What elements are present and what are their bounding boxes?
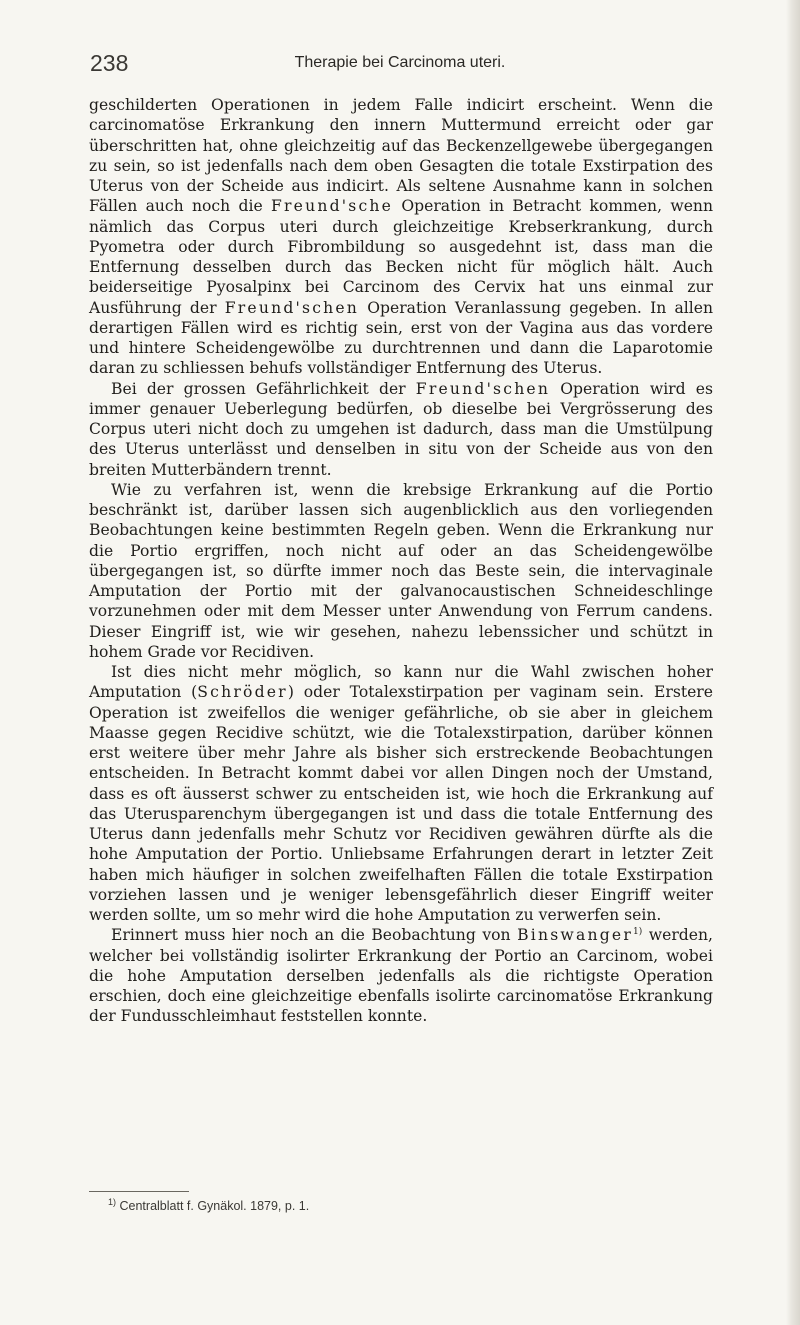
paragraph-text: geschilderten Operationen in jedem Falle indicirt erscheint. Wenn die carcinomatöse Erkrankung den innern Muttermund erreicht oder gar überschritten hat, ohne gleichzeitig auf das Beckenzellgewebe übergegangen zu sein, so ist jedenfalls nach dem oben Gesagten die totale Exstirpation des Uterus von der Scheide aus indicirt. Als seltene Ausnahme kann in solchen Fällen auch noch die xyxy=(89,96,713,216)
paragraph-4 xyxy=(89,662,713,925)
author-name: Freund'sche xyxy=(270,197,394,216)
paragraph-text: ) oder Totalexstirpation per vaginam sein. Erstere Operation ist zweifellos die weniger gefährliche, ob sie aber in gleichem Maasse gegen Recidive schützt, wie die Totalexstirpation, darüber können erst weitere über mehr Jahre als bisher sich erstreckende Beobachtungen entscheiden. In Betracht kommt dabei vor allen Dingen noch der Umstand, dass es oft äusserst schwer zu entscheiden ist, wie hoch die Erkrankung auf das Uterusparenchym übergegangen ist und dass die totale Entfernung des Uterus dann jedenfalls mehr Schutz vor Recidiven gewähren dürfte als die hohe Amputation der Portio. Unliebsame Erfahrungen derart in letzter Zeit haben mich häufiger in solchen zweifelhaften Fällen die totale Exstirpation vorziehen lassen und je weniger lebensgefährlich dieser Eingriff weiter werden sollte, um so mehr wird die hohe Amputation zu verwerfen sein. xyxy=(89,683,713,924)
page-number: 238 xyxy=(90,50,129,76)
footnote xyxy=(108,1196,310,1213)
author-name: Freund'schen xyxy=(415,379,551,398)
footnote-text: Centralblatt f. Gynäkol. 1879, p. 1. xyxy=(119,1199,310,1213)
paragraph-text: werden, welcher bei vollständig isolirter Erkrankung der Portio an Carcinom, wobei die hohe Amputation derselben jedenfalls als die richtigste Operation erschien, doch eine gleichzeitige ebenfalls isolirte carcinomatöse Erkrankung der Fundusschleimhaut feststellen konnte. xyxy=(89,926,714,1026)
paragraph-3 xyxy=(89,480,713,662)
paragraph-text: Ist dies nicht mehr möglich, so kann nur die Wahl zwischen hoher Amputation ( xyxy=(89,663,713,702)
paragraph-text: Erinnert muss hier noch an die Beobachtung von xyxy=(111,926,518,945)
body-text xyxy=(89,95,713,1027)
author-name: Freund'schen xyxy=(224,298,360,317)
paragraph-text: Wie zu verfahren ist, wenn die krebsige Erkrankung auf die Portio beschränkt ist, darüber lassen sich augenblicklich aus den vorliegenden Beobachtungen keine bestimmten Regeln geben. Wenn die Erkrankung nur die Portio ergriffen, noch nicht auf oder an das Scheidengewölbe übergegangen ist, so dürfte immer noch das Beste sein, die intervaginale Amputation der Portio mit der galvanocaustischen Schneideschlinge vorzunehmen oder mit dem Messer unter Anwendung von Ferrum candens. Dieser Eingriff ist, wie wir gesehen, nahezu lebenssicher und schützt in hohem Grade vor Recidiven. xyxy=(89,480,713,661)
paragraph-text: Operation Veranlassung gegeben. In allen derartigen Fällen wird es richtig sein, erst von der Vagina aus das vordere und hintere Scheidengewölbe zu durchtrennen und dann die Laparotomie daran zu schliessen behufs vollständiger Entfernung des Uterus. xyxy=(89,298,713,378)
paragraph-text: Operation in Betracht kommen, wenn nämlich das Corpus uteri durch gleichzeitige Krebserkrankung, durch Pyometra oder durch Fibrombildung so ausgedehnt ist, dass man die Entfernung desselben durch das Becken nicht für möglich hält. Auch beiderseitige Pyosalpinx bei Carcinom des Cervix hat uns einmal zur Ausführung der xyxy=(89,197,714,317)
paragraph-text: Operation wird es immer genauer Ueberlegung bedürfen, ob dieselbe bei Vergrösserung des Corpus uteri nicht doch zu umgehen ist dadurch, dass man die Umstülpung des Uterus unterlässt und denselben in situ von der Scheide aus von den breiten Mutterbändern trennt. xyxy=(89,379,713,479)
running-header xyxy=(90,50,710,80)
footnote-divider xyxy=(89,1191,189,1192)
paragraph-2 xyxy=(89,379,713,480)
author-name: Binswanger xyxy=(517,926,633,945)
footnote-marker: 1) xyxy=(108,1196,117,1207)
paragraph-text: Bei der grossen Gefährlichkeit der xyxy=(111,379,416,398)
running-title: Therapie bei Carcinoma uteri. xyxy=(294,54,506,71)
paragraph-1 xyxy=(89,95,713,379)
paragraph-5 xyxy=(89,925,713,1026)
page-edge-shadow xyxy=(786,0,800,1325)
author-name: Schröder xyxy=(197,683,288,702)
footnote-reference[interactable]: 1) xyxy=(632,927,643,938)
